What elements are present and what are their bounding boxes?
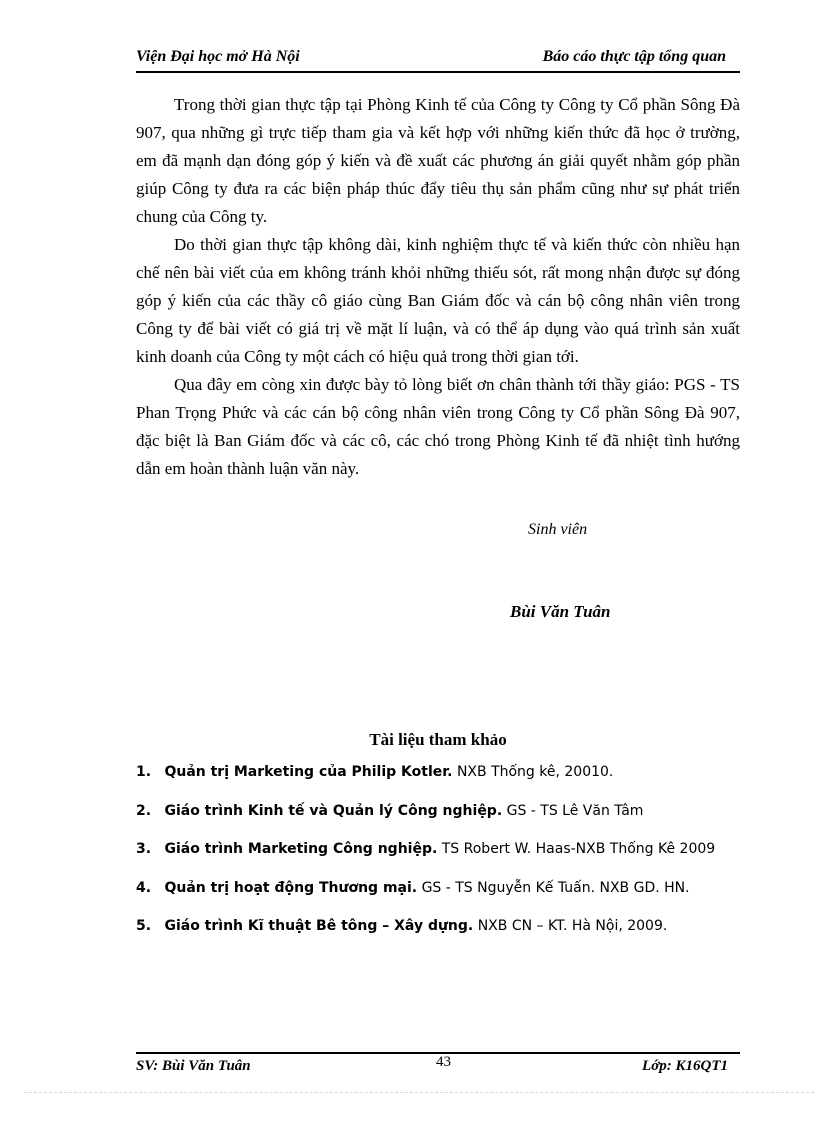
signature-label: Sinh viên (528, 521, 588, 538)
reference-number: 5. (136, 918, 152, 934)
references-title: Tài liệu tham khảo (369, 730, 507, 749)
reference-item (136, 918, 756, 957)
reference-item (136, 880, 756, 919)
page-break-line (24, 1092, 814, 1093)
reference-number: 4. (136, 879, 152, 896)
header-report-title: Báo cáo thực tập tổng quan (542, 48, 726, 65)
footer-student: SV: Bùi Văn Tuân (136, 1058, 251, 1074)
page-number: 43 (436, 1054, 451, 1070)
reference-publisher: NXB Thống kê, 20010. (456, 764, 614, 780)
paragraph: Trong thời gian thực tập tại Phòng Kinh tế của Công ty Công ty Cổ phần Sông Đà 907, qua những gì trực tiếp tham gia và kết hợp với những kiến thức đã học ở trường, em đã mạnh dạn đóng góp ý kiến và đề xuất các phương án giải quyết nhằm góp phần giúp Công ty đưa ra các biện pháp thúc đẩy tiêu thụ sản phẩm cũng như sự phát triển chung của Công ty. (136, 95, 740, 226)
reference-publisher: GS - TS Nguyễn Kế Tuấn. NXB GD. HN. (421, 879, 690, 896)
references-list (136, 764, 756, 957)
reference-number: 1. (136, 764, 152, 780)
reference-item (136, 803, 756, 842)
body-text (136, 91, 740, 483)
page-footer (136, 1056, 740, 1078)
reference-number: 2. (136, 802, 152, 819)
reference-title: Giáo trình Kĩ thuật Bê tông – Xây dựng. (164, 918, 474, 934)
reference-title: Quản trị Marketing của Philip Kotler. (164, 764, 453, 780)
page-header (136, 48, 740, 70)
reference-item (136, 841, 756, 880)
paragraph: Qua đây em còng xin được bày tỏ lòng biết ơn chân thành tới thầy giáo: PGS - TS Phan Trọng Phức và các cán bộ công nhân viên trong Công ty Cổ phần Sông Đà 907, đặc biệt là Ban Giám đốc và các cô, các chó trong Phòng Kinh tế đã nhiệt tình hướng dẫn em hoàn thành luận văn này. (136, 375, 740, 478)
reference-title: Giáo trình Kinh tế và Quản lý Công nghiệp. (164, 802, 503, 819)
reference-publisher: NXB CN – KT. Hà Nội, 2009. (477, 918, 668, 934)
reference-publisher: TS Robert W. Haas-NXB Thống Kê 2009 (441, 841, 716, 857)
header-divider (136, 71, 740, 73)
signature-name: Bùi Văn Tuân (510, 602, 611, 621)
reference-number: 3. (136, 841, 152, 857)
reference-title: Giáo trình Marketing Công nghiệp. (164, 841, 438, 857)
paragraph: Do thời gian thực tập không dài, kinh nghiệm thực tế và kiến thức còn nhiều hạn chế nên bài viết của em không tránh khỏi những thiếu sót, rất mong nhận được sự đóng góp ý kiến của các thầy cô giáo cùng Ban Giám đốc và cán bộ công nhân viên trong Công ty để bài viết có giá trị về mặt lí luận, và có thể áp dụng vào quá trình sản xuất kinh doanh của Công ty một cách có hiệu quả trong thời gian tới. (136, 235, 740, 366)
footer-class: Lớp: K16QT1 (642, 1058, 728, 1074)
reference-title: Quản trị hoạt động Thương mại. (164, 879, 418, 896)
header-institution: Viện Đại học mở Hà Nội (136, 48, 300, 65)
reference-publisher: GS - TS Lê Văn Tâm (506, 802, 644, 819)
reference-item (136, 764, 756, 803)
